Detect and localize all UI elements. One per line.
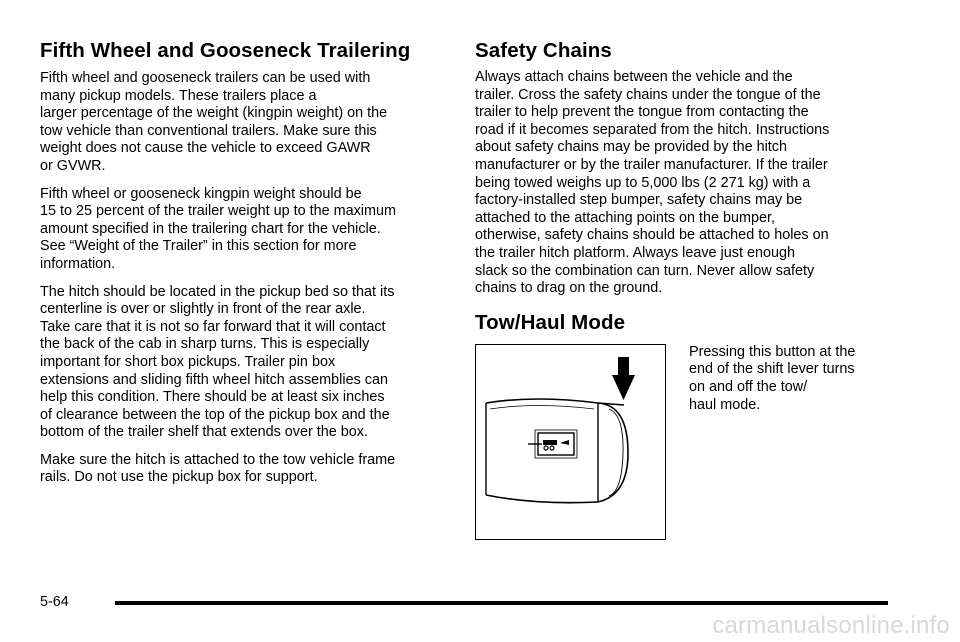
section-title-tow-haul: Tow/Haul Mode	[475, 310, 626, 334]
footer-rule	[115, 601, 888, 605]
tow-haul-button-icon	[528, 430, 577, 458]
section-title-safety-chains: Safety Chains	[475, 39, 612, 62]
right-column	[475, 38, 887, 554]
paragraph: Fifth wheel or gooseneck kingpin weight should be 15 to 25 percent of the trailer weight up to the maximum amount specified in the trailering chart for the vehicle. See “Weight of the Trailer” in this section for more information.	[40, 185, 396, 272]
page-footer	[40, 593, 888, 613]
left-column	[40, 38, 448, 497]
tow-haul-section	[475, 344, 887, 554]
paragraph: The hitch should be located in the pickup bed so that its centerline is over or slightly in front of the rear axle. Take care that it is not so far forward that it will contact the back of the cab in sharp turns. This is especially important for short box pickups. Trailer pin box extensions and sliding fifth wheel hitch assemblies can help this condition. There should be at least six inches of clearance between the top of the pickup box and the bottom of the trailer shelf that extends over the box.	[40, 283, 395, 441]
shift-lever-icon	[476, 345, 664, 538]
paragraph: Make sure the hitch is attached to the tow vehicle frame rails. Do not use the pickup box for support.	[40, 451, 396, 486]
paragraph: Always attach chains between the vehicle and the trailer. Cross the safety chains under the tongue of the trailer to help prevent the tongue from contacting the road if it becomes separated from the hitch. Instructions about safety chains may be provided by the hitch manufacturer or by the trailer manufacturer. If the trailer being towed weighs up to 5,000 lbs (2 271 kg) with a factory-installed step bumper, safety chains may be attached to the attaching points on the bumper, otherwise, safety chains should be attached to holes on the trailer hitch platform. Always leave just enough slack so the combination can turn. Never allow safety chains to drag on the ground.	[475, 69, 830, 297]
arrow-down-icon	[612, 357, 635, 400]
page-number: 5-64	[40, 594, 69, 610]
tow-haul-description: Pressing this button at the end of the shift lever turns on and off the tow/ haul mode.	[689, 343, 856, 413]
paragraph: Fifth wheel and gooseneck trailers can be used with many pickup models. These trailers place a larger percentage of the weight (kingpin weight) on the tow vehicle than conventional trailers. Make sure this weight does not cause the vehicle to exceed GAWR or GVWR.	[40, 70, 388, 174]
section-title-fifth-wheel: Fifth Wheel and Gooseneck Trailering	[40, 39, 411, 62]
tow-haul-button-illustration	[475, 344, 666, 540]
watermark: carmanualsonline.info	[712, 612, 950, 639]
